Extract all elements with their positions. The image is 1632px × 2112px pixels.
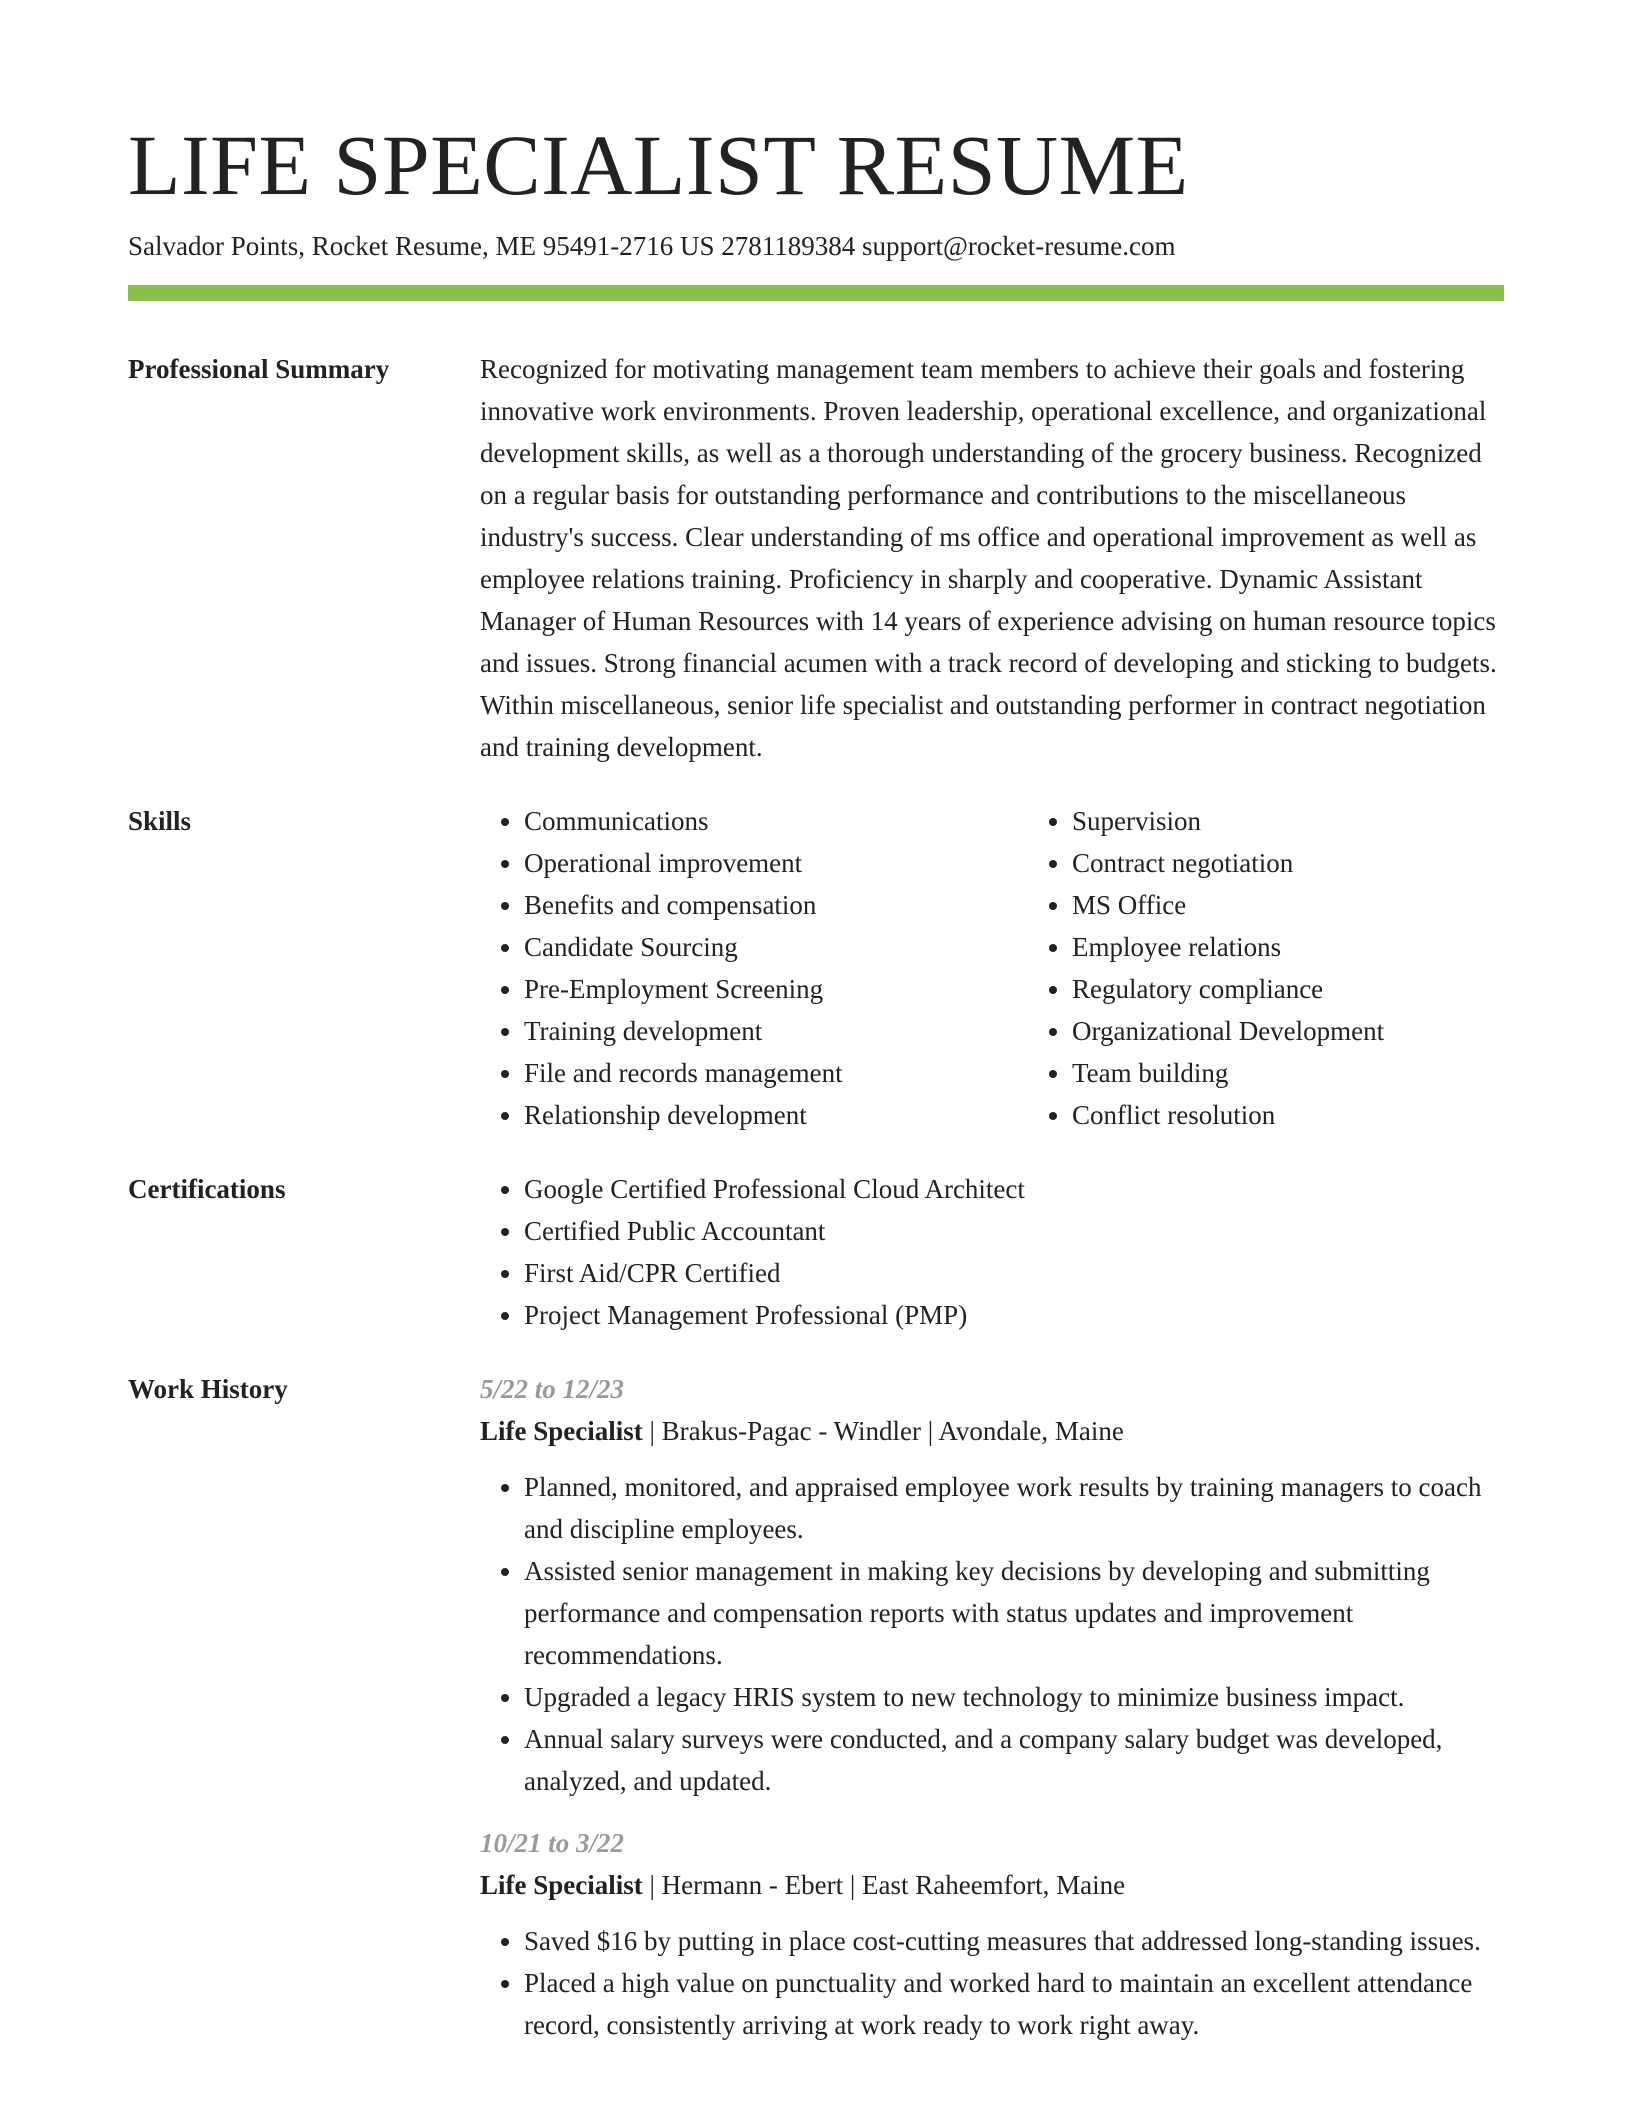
certification-item: • Project Management Professional (PMP)	[524, 1294, 1504, 1336]
job-details: | Hermann - Ebert | East Raheemfort, Maine	[642, 1870, 1126, 1900]
job-bullet: • Upgraded a legacy HRIS system to new technology to minimize business impact.	[524, 1676, 1504, 1718]
job-bullet: • Placed a high value on punctuality and worked hard to maintain an excellent attendance record, consistently arriving at work ready to work right away.	[524, 1962, 1504, 2046]
skill-item: • MS Office	[1072, 884, 1576, 926]
job-heading	[480, 1864, 1504, 1906]
resume-title: LIFE SPECIALIST RESUME	[128, 117, 1189, 213]
work-history-section	[128, 1368, 1504, 2066]
accent-divider	[128, 285, 1504, 301]
skill-item: • Supervision	[1072, 800, 1576, 842]
job-bullet: • Annual salary surveys were conducted, and a company salary budget was developed, analyzed, and updated.	[524, 1718, 1504, 1802]
job-entry	[480, 1822, 1504, 2046]
work-history-label: Work History	[128, 1374, 288, 1404]
certification-item: • Certified Public Accountant	[524, 1210, 1504, 1252]
skills-list-right	[1028, 800, 1576, 1136]
summary-label: Professional Summary	[128, 354, 390, 384]
skill-item: • File and records management	[524, 1052, 1028, 1094]
skill-item: • Conflict resolution	[1072, 1094, 1576, 1136]
job-bullets	[480, 1466, 1504, 1802]
certifications-section	[128, 1168, 1504, 1336]
job-dates: 5/22 to 12/23	[480, 1374, 625, 1404]
skills-label: Skills	[128, 806, 192, 836]
job-bullets	[480, 1920, 1504, 2046]
skills-section	[128, 800, 1504, 1136]
job-title: Life Specialist	[480, 1870, 643, 1900]
skill-item: • Organizational Development	[1072, 1010, 1576, 1052]
skill-item: • Regulatory compliance	[1072, 968, 1576, 1010]
skill-item: • Relationship development	[524, 1094, 1028, 1136]
skill-item: • Team building	[1072, 1052, 1576, 1094]
job-bullet: • Saved $16 by putting in place cost-cutting measures that addressed long-standing issues.	[524, 1920, 1504, 1962]
contact-line: Salvador Points, Rocket Resume, ME 95491-2716 US 2781189384 support@rocket-resume.com	[128, 231, 1176, 261]
skill-item: • Operational improvement	[524, 842, 1028, 884]
skill-item: • Employee relations	[1072, 926, 1576, 968]
certification-item: • First Aid/CPR Certified	[524, 1252, 1504, 1294]
resume-sections	[128, 348, 1504, 2098]
job-entry	[480, 1368, 1504, 1802]
skill-item: • Pre-Employment Screening	[524, 968, 1028, 1010]
skill-item: • Contract negotiation	[1072, 842, 1576, 884]
skill-item: • Communications	[524, 800, 1028, 842]
job-heading	[480, 1410, 1504, 1452]
job-details: | Brakus-Pagac - Windler | Avondale, Maine	[642, 1416, 1124, 1446]
skills-list-left	[480, 800, 1028, 1136]
job-bullet: • Assisted senior management in making key decisions by developing and submitting performance and compensation reports with status updates and improvement recommendations.	[524, 1550, 1504, 1676]
certifications-label: Certifications	[128, 1174, 286, 1204]
skill-item: • Benefits and compensation	[524, 884, 1028, 926]
certification-item: • Google Certified Professional Cloud Architect	[524, 1168, 1504, 1210]
skill-item: • Candidate Sourcing	[524, 926, 1028, 968]
certifications-list	[480, 1168, 1504, 1336]
job-title: Life Specialist	[480, 1416, 643, 1446]
job-dates: 10/21 to 3/22	[480, 1828, 625, 1858]
skill-item: • Training development	[524, 1010, 1028, 1052]
summary-text: Recognized for motivating management team members to achieve their goals and fostering innovative work environments. Proven leadership, operational excellence, and organizational development skills, as well as a thorough understanding of the grocery business. Recognized on a regular basis for outstanding performance and contributions to the miscellaneous industry's success. Clear understanding of ms office and operational improvement as well as employee relations training. Proficiency in sharply and cooperative. Dynamic Assistant Manager of Human Resources with 14 years of experience advising on human resource topics and issues. Strong financial acumen with a track record of developing and sticking to budgets. Within miscellaneous, senior life specialist and outstanding performer in contract negotiation and training development.	[480, 354, 1497, 762]
job-bullet: • Planned, monitored, and appraised employee work results by training managers to coach and discipline employees.	[524, 1466, 1504, 1550]
summary-section	[128, 348, 1504, 768]
